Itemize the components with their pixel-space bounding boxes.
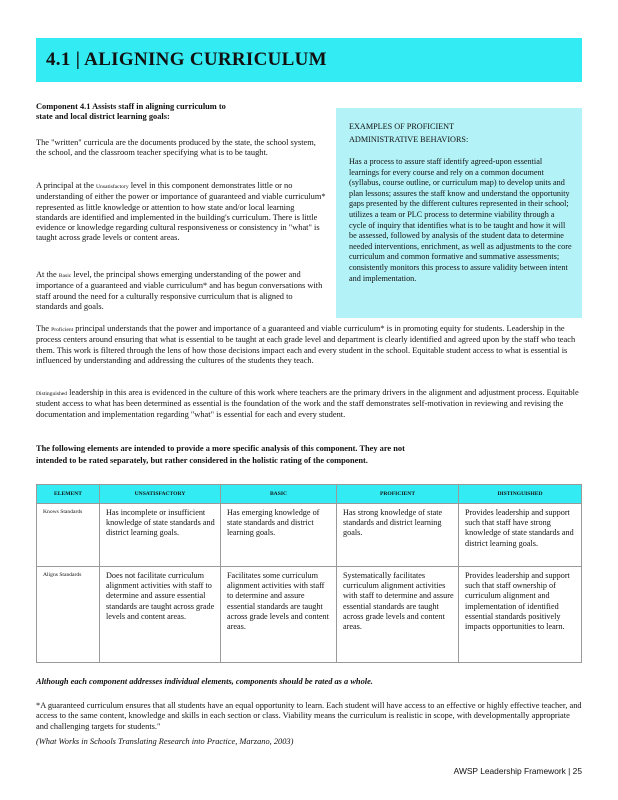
component-heading xyxy=(36,102,326,123)
title-banner xyxy=(36,38,582,82)
unsatisfactory-paragraph xyxy=(36,181,326,244)
component-heading-line-1: Component 4.1 Assists staff in aligning curriculum to xyxy=(36,102,226,111)
rubric-header-row xyxy=(37,485,582,504)
page-title: 4.1 | ALIGNING CURRICULUM xyxy=(46,49,327,70)
written-curricula-paragraph: The "written" curricula are the documents produced by the state, the school system, the school, and the classroom teacher specifying what is to be taught. xyxy=(36,138,316,158)
elements-note xyxy=(36,443,582,467)
distinguished-text: leadership in this area is evidenced in the culture of this work where teachers are the primary drivers in the alignment and adjustment process. Equitable student access to what has been determined as essential is the foundation of the work and the staff demonstrates self-motivation in reviewing and revising the documentation and implementation regarding "what" is essential for each and every student. xyxy=(36,388,579,419)
cell-basic: Has emerging knowledge of state standards and district learning goals. xyxy=(221,504,337,567)
page-footer: AWSP Leadership Framework | 25 xyxy=(453,766,582,776)
distinguished-paragraph xyxy=(36,388,582,420)
rating-note: Although each component addresses individual elements, components should be rated as a whole. xyxy=(36,677,373,686)
header-basic: BASIC xyxy=(221,485,337,504)
elements-note-line-1: The following elements are intended to provide a more specific analysis of this component. They are not xyxy=(36,444,405,453)
distinguished-label: Distinguished xyxy=(36,391,68,397)
unsatisfactory-text: level in this component demonstrates little or no understanding of either the power or importance of guaranteed and viable curriculum* represented as little knowledge or attention to how state and/or local learning standards are identified and implemented in the building's curriculum. There is little evidence or knowledge regarding cultural responsiveness or consistency in "what" is taught across grade levels or content areas. xyxy=(36,181,326,243)
cell-proficient: Has strong knowledge of state standards and district learning goals. xyxy=(337,504,459,567)
header-unsatisfactory: UNSATISFACTORY xyxy=(100,485,221,504)
table-row xyxy=(37,567,582,663)
row-element-label: Knows Standards xyxy=(37,504,100,567)
proficient-lead: The xyxy=(36,324,50,333)
cell-unsatisfactory: Does not facilitate curriculum alignment activities with staff to determine and assure essential standards are taught across grade levels and content areas. xyxy=(100,567,221,663)
component-heading-line-2: state and local district learning goals: xyxy=(36,112,170,122)
row-element-label: Aligns Standards xyxy=(37,567,100,663)
header-element: ELEMENT xyxy=(37,485,100,504)
header-proficient: PROFICIENT xyxy=(337,485,459,504)
cell-unsatisfactory: Has incomplete or insufficient knowledge of state standards and district learning goals. xyxy=(100,504,221,567)
header-distinguished: DISTINGUISHED xyxy=(459,485,582,504)
examples-heading-line-1: EXAMPLES OF PROFICIENT xyxy=(349,122,455,131)
cell-basic: Facilitates some curriculum alignment activities with staff to determine and assure essential standards are taught across grade levels and content areas. xyxy=(221,567,337,663)
elements-note-line-2: intended to be rated separately, but rather considered in the holistic rating of the component. xyxy=(36,456,368,465)
basic-text: level, the principal shows emerging understanding of the power and importance of a guaranteed and viable curriculum* and has begun conversations with staff around the need for a culturally responsive curriculum that is aligned to standards and goals. xyxy=(36,270,323,311)
basic-lead: At the xyxy=(36,270,57,279)
cell-distinguished: Provides leadership and support such that staff ownership of curriculum alignment and implementation of identified essential standards positively impacts opportunities to learn. xyxy=(459,567,582,663)
proficient-examples-box xyxy=(336,108,582,318)
cell-proficient: Systematically facilitates curriculum alignment activities with staff to determine and assure essential standards are taught across grade levels and content areas. xyxy=(337,567,459,663)
proficient-paragraph xyxy=(36,324,582,366)
cell-distinguished: Provides leadership and support such that staff have strong knowledge of state standards and district learning goals. xyxy=(459,504,582,567)
citation: (What Works in Schools Translating Research into Practice, Marzano, 2003) xyxy=(36,737,294,746)
basic-label: Basic xyxy=(58,273,72,279)
basic-paragraph xyxy=(36,270,326,312)
unsatisfactory-lead: A principal at the xyxy=(36,181,94,190)
footnote: *A guaranteed curriculum ensures that all students have an equal opportunity to learn. Each student will have access to an effective or highly effective teacher, and access to the same content, knowledge and skills in each section or class. Viability means the curriculum is realistic in scope, with developmentally appropriate and challenging targets for students." xyxy=(36,701,582,731)
unsatisfactory-label: Unsatisfactory xyxy=(96,184,129,190)
examples-body: Has a process to assure staff identify agreed-upon essential learnings for every course and rely on a common document (syllabus, course outline, or curriculum map) to develop units and plan lessons; assures the staff know and understand the opportunity gaps presented by the different cultures represented in their school; utilizes a team or PLC process to determine viability through a cycle of inquiry that identifies what is to be taught and how it will be assessed, followed by analysis of the student data to determine needed interventions, enrichment, as well as adjustments to the core curriculum and common formative and summative assessments; consistently monitors this process to assure validity between intent and implementation. xyxy=(349,157,572,283)
examples-heading xyxy=(349,120,572,146)
proficient-text: principal understands that the power and importance of a guaranteed and viable curriculum* is in promoting equity for students. Leadership in the process centers around ensuring that what is essential to be taught at each grade level and department is clearly identified and agreed upon by the staff who teach them. This work is filtered through the lens of how those decisions impact each and every student in the school. Equitable student access to what is essential is influenced by understanding and addressing the cultures of the students they teach. xyxy=(36,324,576,365)
rubric-table xyxy=(36,484,582,663)
proficient-label: Proficient xyxy=(51,327,74,333)
examples-heading-line-2: ADMINISTRATIVE BEHAVIORS: xyxy=(349,135,469,144)
table-row xyxy=(37,504,582,567)
